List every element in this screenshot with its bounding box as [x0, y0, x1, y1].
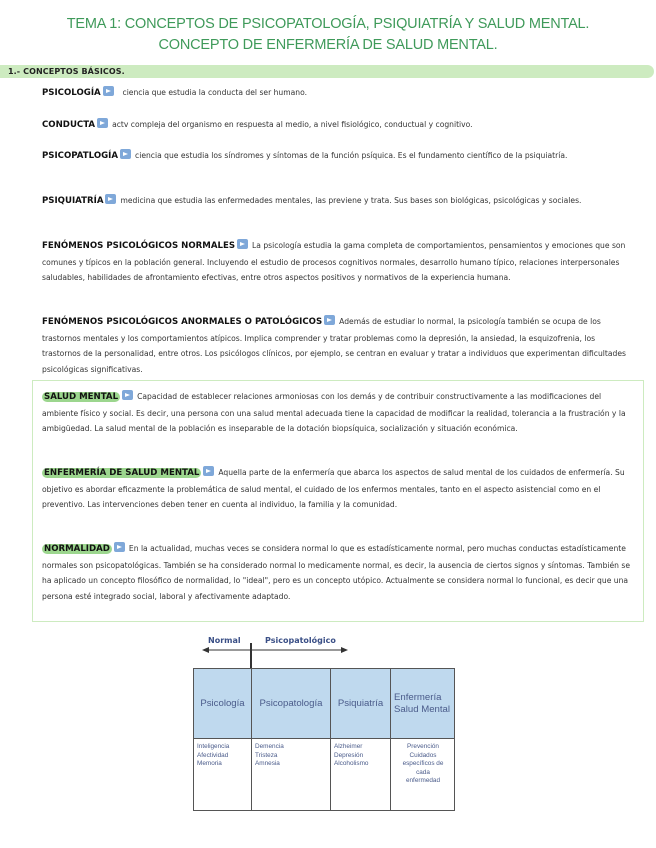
entry-psicologia	[42, 85, 634, 102]
arrow-right-icon	[237, 239, 248, 249]
column-item: Inteligencia	[197, 743, 230, 750]
column-items	[255, 743, 328, 769]
column-item: Demencia	[255, 743, 284, 750]
definition: actv compleja del organismo en respuesta al medio, a nivel fisiológico, conductual y cognitivo.	[112, 120, 473, 129]
definition: En la actualidad, muchas veces se considera normal lo que es estadísticamente normal, pero muchas conductas estadísticamente normales son psicopatológicas. También se ha considerado normal lo medicamente normal, es decir, la ausencia de ciertos signos y síntomas. También se ha aplicado un concepto filosófico de normalidad, lo "ideal", pero es un concepto utópico. Actualmente se considera normal lo funcional, es decir que una persona esté integrado social, laboral y afectivamente adaptado.	[42, 544, 631, 601]
arrow-right-icon	[203, 466, 214, 476]
term: ENFERMERÍA DE SALUD MENTAL	[44, 468, 200, 478]
column-header: Psiquiatría	[337, 698, 384, 709]
arrow-right-icon	[120, 149, 131, 159]
table-column	[331, 669, 391, 810]
normal-label: Normal	[208, 636, 241, 645]
column-header: Psicología	[200, 698, 245, 709]
arrow-right-icon	[103, 86, 114, 96]
title-line-1: TEMA 1: CONCEPTOS DE PSICOPATOLOGÍA, PSIQUIATRÍA Y SALUD MENTAL.	[66, 16, 590, 32]
column-item: Alzheimer	[334, 743, 363, 750]
arrow-right-icon	[122, 390, 133, 400]
table-column	[252, 669, 331, 810]
definition: ciencia que estudia la conducta del ser humano.	[122, 88, 308, 97]
entry-enfermeria-salud-mental	[42, 465, 634, 513]
column-header: Psicopatología	[259, 698, 323, 709]
definition: Capacidad de establecer relaciones armoniosas con los demás y de contribuir constructivamente a las modificaciones del ambiente físico y social. Es decir, una persona con una salud mental adecuada tiene la capacidad de modificar la realidad, tolerancia a la frustración y la ambigüedad. La salud mental de la población es inseparable de la dotación biopsíquica, socialización y situación económica.	[42, 392, 626, 433]
entry-salud-mental	[42, 389, 634, 437]
arrow-right-icon	[114, 542, 125, 552]
column-items	[197, 743, 249, 769]
arrow-right-icon	[341, 647, 348, 653]
normal-pato-axis	[200, 644, 350, 656]
arrow-right-icon	[324, 315, 335, 325]
term: SALUD MENTAL	[44, 392, 119, 402]
column-item: Afectividad	[197, 751, 229, 759]
arrow-right-icon	[105, 194, 116, 204]
definition: Aquella parte de la enfermería que abarca los aspectos de salud mental de los cuidados de enfermería. Su objetivo es abordar eficazmente la problemática de salud mental, el cuidado de los enfermos mentales, tanto en el aspecto asistencial como en el preventivo. Las intervenciones deben tener en cuenta al individuo, la familia y la comunidad.	[42, 468, 625, 509]
definition: ciencia que estudia los síndromes y síntomas de la función psíquica. Es el fundamento científico de la psiquiatría.	[135, 151, 568, 160]
concepts-table	[193, 668, 455, 811]
term: FENÓMENOS PSICOLÓGICOS NORMALES	[42, 241, 236, 251]
psicopatologico-label: Psicopatológico	[265, 636, 336, 645]
term: PSICOLOGÍA	[42, 88, 101, 98]
arrow-right-icon	[97, 118, 108, 128]
column-item: Alcoholismo	[334, 760, 369, 767]
entry-conducta	[42, 117, 634, 134]
definition: Además de estudiar lo normal, la psicología también se ocupa de los trastornos mentales y los comportamientos atípicos. Implica comprender y tratar problemas como la depresión, la ansiedad, la esquizofrenia, los trastornos de la personalidad, entre otros. Los psicólogos clínicos, por ejemplo, se centran en evaluar y tratar a individuos que experimentan dificultades psicológicas significativas.	[42, 317, 626, 374]
entry-psicopatologia	[42, 148, 634, 165]
column-item: Prevención	[407, 743, 439, 750]
entry-psiquiatria	[42, 193, 634, 210]
column-header: Enfermería Salud Mental	[394, 692, 450, 715]
term: PSICOPATLOGÍA	[42, 151, 119, 161]
definition: La psicología estudia la gama completa de comportamientos, pensamientos y emociones que son comunes y típicos en la población general. Incluyendo el estudio de procesos cognitivos normales, desarrollo humano típico, relaciones interpersonales saludables, habilidades de afrontamiento efectivas, entre otros aspectos positivos y normativos de la experiencia humana.	[42, 241, 626, 282]
term: PSIQUIATRÍA	[42, 196, 104, 206]
term: CONDUCTA	[42, 120, 96, 130]
column-item: Memoria	[197, 760, 222, 767]
entry-normalidad	[42, 541, 634, 604]
section-label: 1.- CONCEPTOS BÁSICOS.	[8, 67, 125, 76]
page-title	[0, 14, 656, 56]
table-column	[391, 669, 454, 810]
column-items	[394, 743, 452, 786]
term: FENÓMENOS PSICOLÓGICOS ANORMALES O PATOLÓGICOS	[42, 317, 323, 327]
arrow-left-icon	[202, 647, 209, 653]
column-item: Amnesia	[255, 760, 280, 767]
column-item: Cuidados específicos de cada enfermedad	[402, 751, 444, 784]
entry-fenomenos-normales	[42, 238, 634, 286]
column-items	[334, 743, 388, 769]
title-line-2: CONCEPTO DE ENFERMERÍA DE SALUD MENTAL.	[158, 37, 498, 53]
column-item: Depresión	[334, 751, 364, 759]
term: NORMALIDAD	[44, 544, 110, 554]
entry-fenomenos-anormales	[42, 314, 634, 377]
column-item: Tristeza	[255, 751, 278, 759]
table-column	[194, 669, 252, 810]
definition: medicina que estudia las enfermedades mentales, las previene y trata. Sus bases son biológicas, psicológicas y sociales.	[120, 196, 582, 205]
